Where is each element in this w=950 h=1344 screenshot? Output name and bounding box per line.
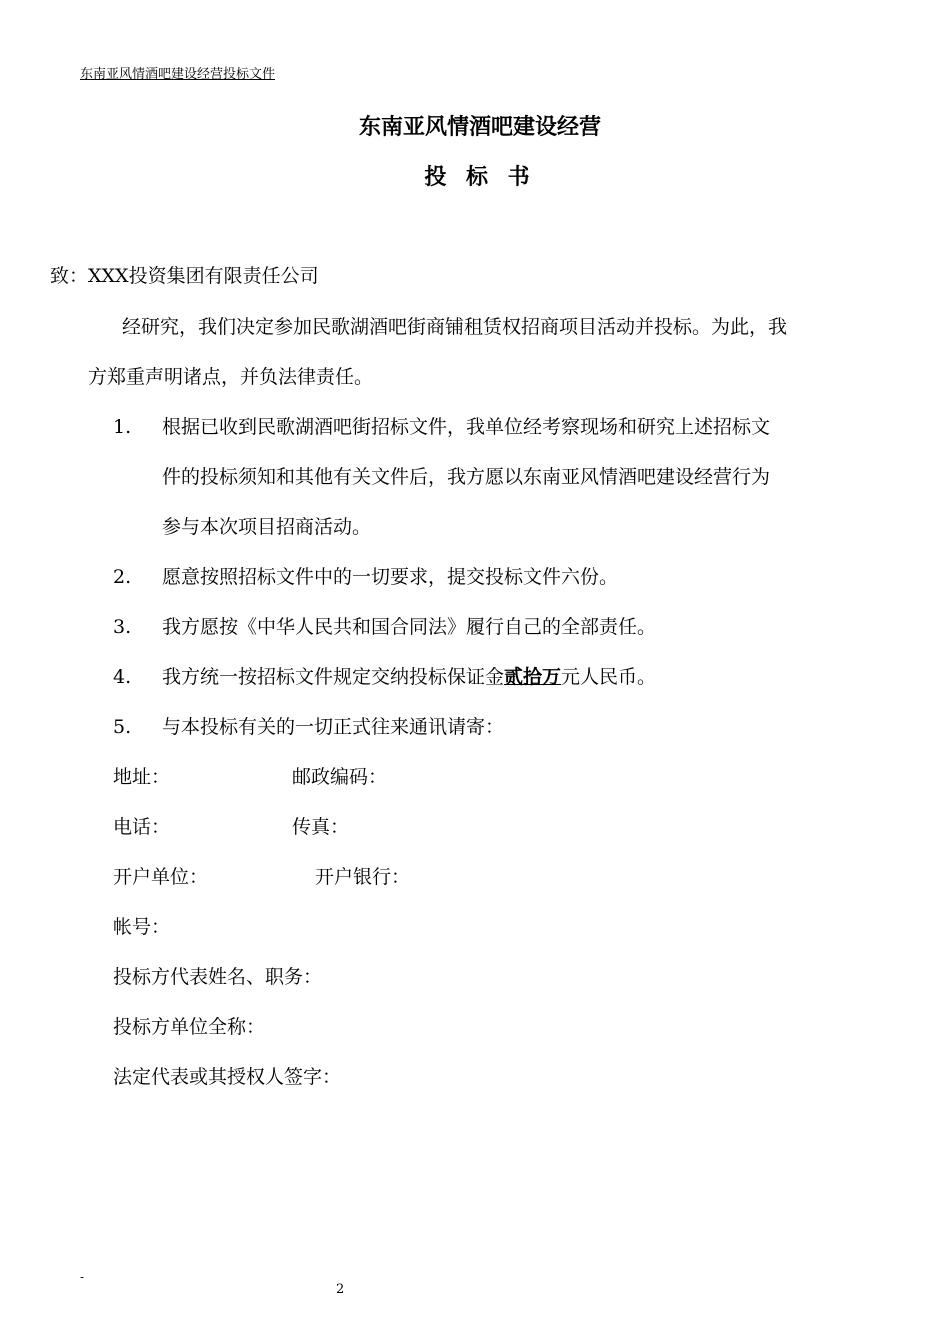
page-number: 2 xyxy=(336,1282,345,1297)
item-1-line-1: 根据已收到民歌湖酒吧街招标文件，我单位经考察现场和研究上述招标文 xyxy=(162,416,771,438)
item-4-text-before: 我方统一按招标文件规定交纳投标保证金 xyxy=(162,666,505,688)
item-4-text xyxy=(162,663,656,691)
item-1-line-3: 参与本次项目招商活动。 xyxy=(162,516,372,538)
address-label: 地址： xyxy=(113,766,171,788)
item-4-text-after: 元人民币。 xyxy=(561,666,657,688)
item-3-number: 3. xyxy=(113,616,132,638)
intro-line-1: 经研究，我们决定参加民歌湖酒吧街商铺租赁权招商项目活动并投标。为此，我 xyxy=(122,316,788,338)
item-2-text: 愿意按照招标文件中的一切要求，提交投标文件六份。 xyxy=(162,566,619,588)
signature-label: 法定代表或其授权人签字： xyxy=(113,1066,342,1088)
item-5-text: 与本投标有关的一切正式往来通讯请寄： xyxy=(162,716,505,738)
recipient-line: 致：XXX投资集团有限责任公司 xyxy=(50,265,319,287)
document-title: 东南亚风情酒吧建设经营 xyxy=(358,115,601,140)
item-2-number: 2. xyxy=(113,566,132,588)
item-3-text: 我方愿按《中华人民共和国合同法》履行自己的全部责任。 xyxy=(162,616,657,638)
item-1-number: 1. xyxy=(113,416,132,438)
account-unit-label: 开户单位： xyxy=(113,866,209,888)
account-number-label: 帐号： xyxy=(113,916,171,938)
intro-line-2: 方郑重声明诸点，并负法律责任。 xyxy=(88,366,374,388)
bank-label: 开户银行： xyxy=(315,866,411,888)
bidder-name-label: 投标方单位全称： xyxy=(113,1016,266,1038)
postcode-label: 邮政编码： xyxy=(292,766,388,788)
document-subtitle: 投 标 书 xyxy=(424,165,536,190)
phone-label: 电话： xyxy=(113,816,171,838)
deposit-amount: 贰拾万 xyxy=(504,666,562,688)
item-5-number: 5. xyxy=(113,716,132,738)
representative-label: 投标方代表姓名、职务： xyxy=(113,966,323,988)
item-4-number: 4. xyxy=(113,666,132,688)
running-header: 东南亚风情酒吧建设经营投标文件 xyxy=(80,67,276,82)
fax-label: 传真： xyxy=(292,816,350,838)
footer-mark: - xyxy=(80,1270,85,1284)
item-1-line-2: 件的投标须知和其他有关文件后，我方愿以东南亚风情酒吧建设经营行为 xyxy=(162,466,771,488)
